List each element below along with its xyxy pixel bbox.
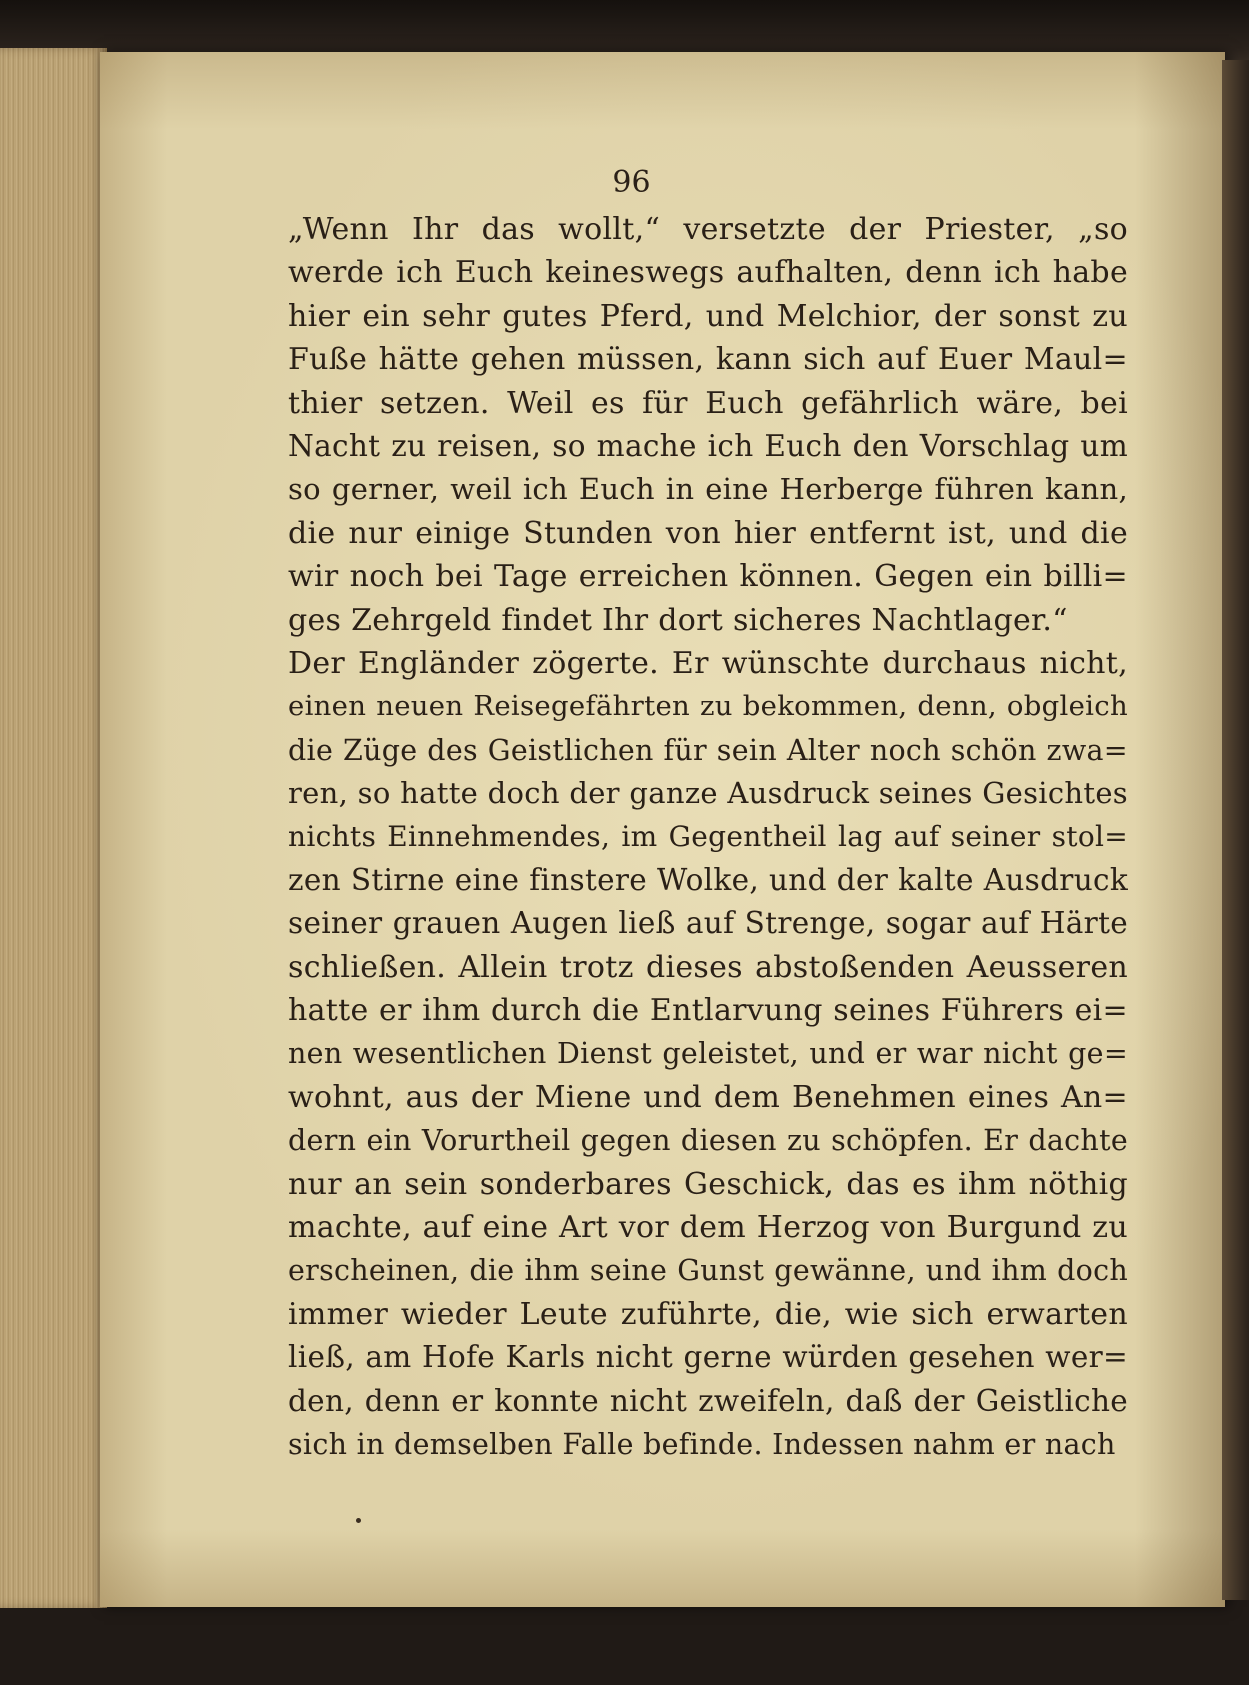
text-line: seiner grauen Augen ließ auf Strenge, sogar auf Härte (288, 906, 1128, 941)
page-stack-edge (0, 48, 107, 1608)
text-line: Nacht zu reisen, so mache ich Euch den Vorschlag um (288, 428, 1128, 463)
ink-speck (356, 1518, 361, 1523)
text-line: einen neuen Reisegefährten zu bekommen, denn, obgleich (288, 690, 1128, 723)
text-line: wir noch bei Tage erreichen können. Gegen ein billi= (288, 559, 1128, 595)
text-line: ges Zehrgeld findet Ihr dort sicheres Nachtlager.“ (288, 602, 1068, 638)
text-line: ren, so hatte doch der ganze Ausdruck seines Gesichtes (288, 776, 1128, 811)
binding-gutter (1222, 60, 1249, 1600)
text-line: sich in demselben Falle befinde. Indessen nahm er nach (288, 1427, 1116, 1461)
text-line: hier ein sehr gutes Pferd, und Melchior, der sonst zu (288, 298, 1128, 334)
text-line: schließen. Allein trotz dieses abstoßenden Aeusseren (288, 949, 1128, 985)
text-line: thier setzen. Weil es für Euch gefährlich wäre, bei (288, 385, 1128, 421)
text-line: wohnt, aus der Miene und dem Benehmen eines An= (288, 1079, 1128, 1115)
text-line: nen wesentlichen Dienst geleistet, und er war nicht ge= (288, 1037, 1128, 1071)
text-line: „Wenn Ihr das wollt,“ versetzte der Priester, „so (288, 212, 1128, 247)
text-line: den, denn er konnte nicht zweifeln, daß der Geistliche (288, 1383, 1128, 1418)
text-line: machte, auf eine Art vor dem Herzog von Burgund zu (288, 1209, 1128, 1245)
text-line: nur an sein sonderbares Geschick, das es ihm nöthig (288, 1166, 1128, 1202)
body-text (288, 208, 1128, 1466)
text-line: dern ein Vorurtheil gegen diesen zu schöpfen. Er dachte (288, 1124, 1128, 1158)
text-line: erscheinen, die ihm seine Gunst gewänne, und ihm doch (288, 1254, 1128, 1288)
page-number: 96 (612, 165, 651, 200)
text-line: nichts Einnehmendes, im Gegentheil lag auf seiner stol= (288, 820, 1128, 854)
text-line: werde ich Euch keineswegs aufhalten, denn ich habe (288, 255, 1128, 291)
text-line: zen Stirne eine finstere Wolke, und der kalte Ausdruck (288, 862, 1128, 897)
text-line: Fuße hätte gehen müssen, kann sich auf Euer Maul= (288, 342, 1128, 378)
text-line: so gerner, weil ich Euch in eine Herberge führen kann, (288, 472, 1128, 507)
text-line: die nur einige Stunden von hier entfernt ist, und die (288, 515, 1128, 551)
text-line: immer wieder Leute zuführte, die, wie sich erwarten (288, 1296, 1128, 1332)
text-line: die Züge des Geistlichen für sein Alter noch schön zwa= (288, 733, 1128, 767)
text-line: Der Engländer zögerte. Er wünschte durchaus nicht, (288, 645, 1128, 681)
text-line: hatte er ihm durch die Entlarvung seines Führers ei= (288, 993, 1128, 1029)
text-line: ließ, am Hofe Karls nicht gerne würden gesehen wer= (288, 1340, 1128, 1375)
